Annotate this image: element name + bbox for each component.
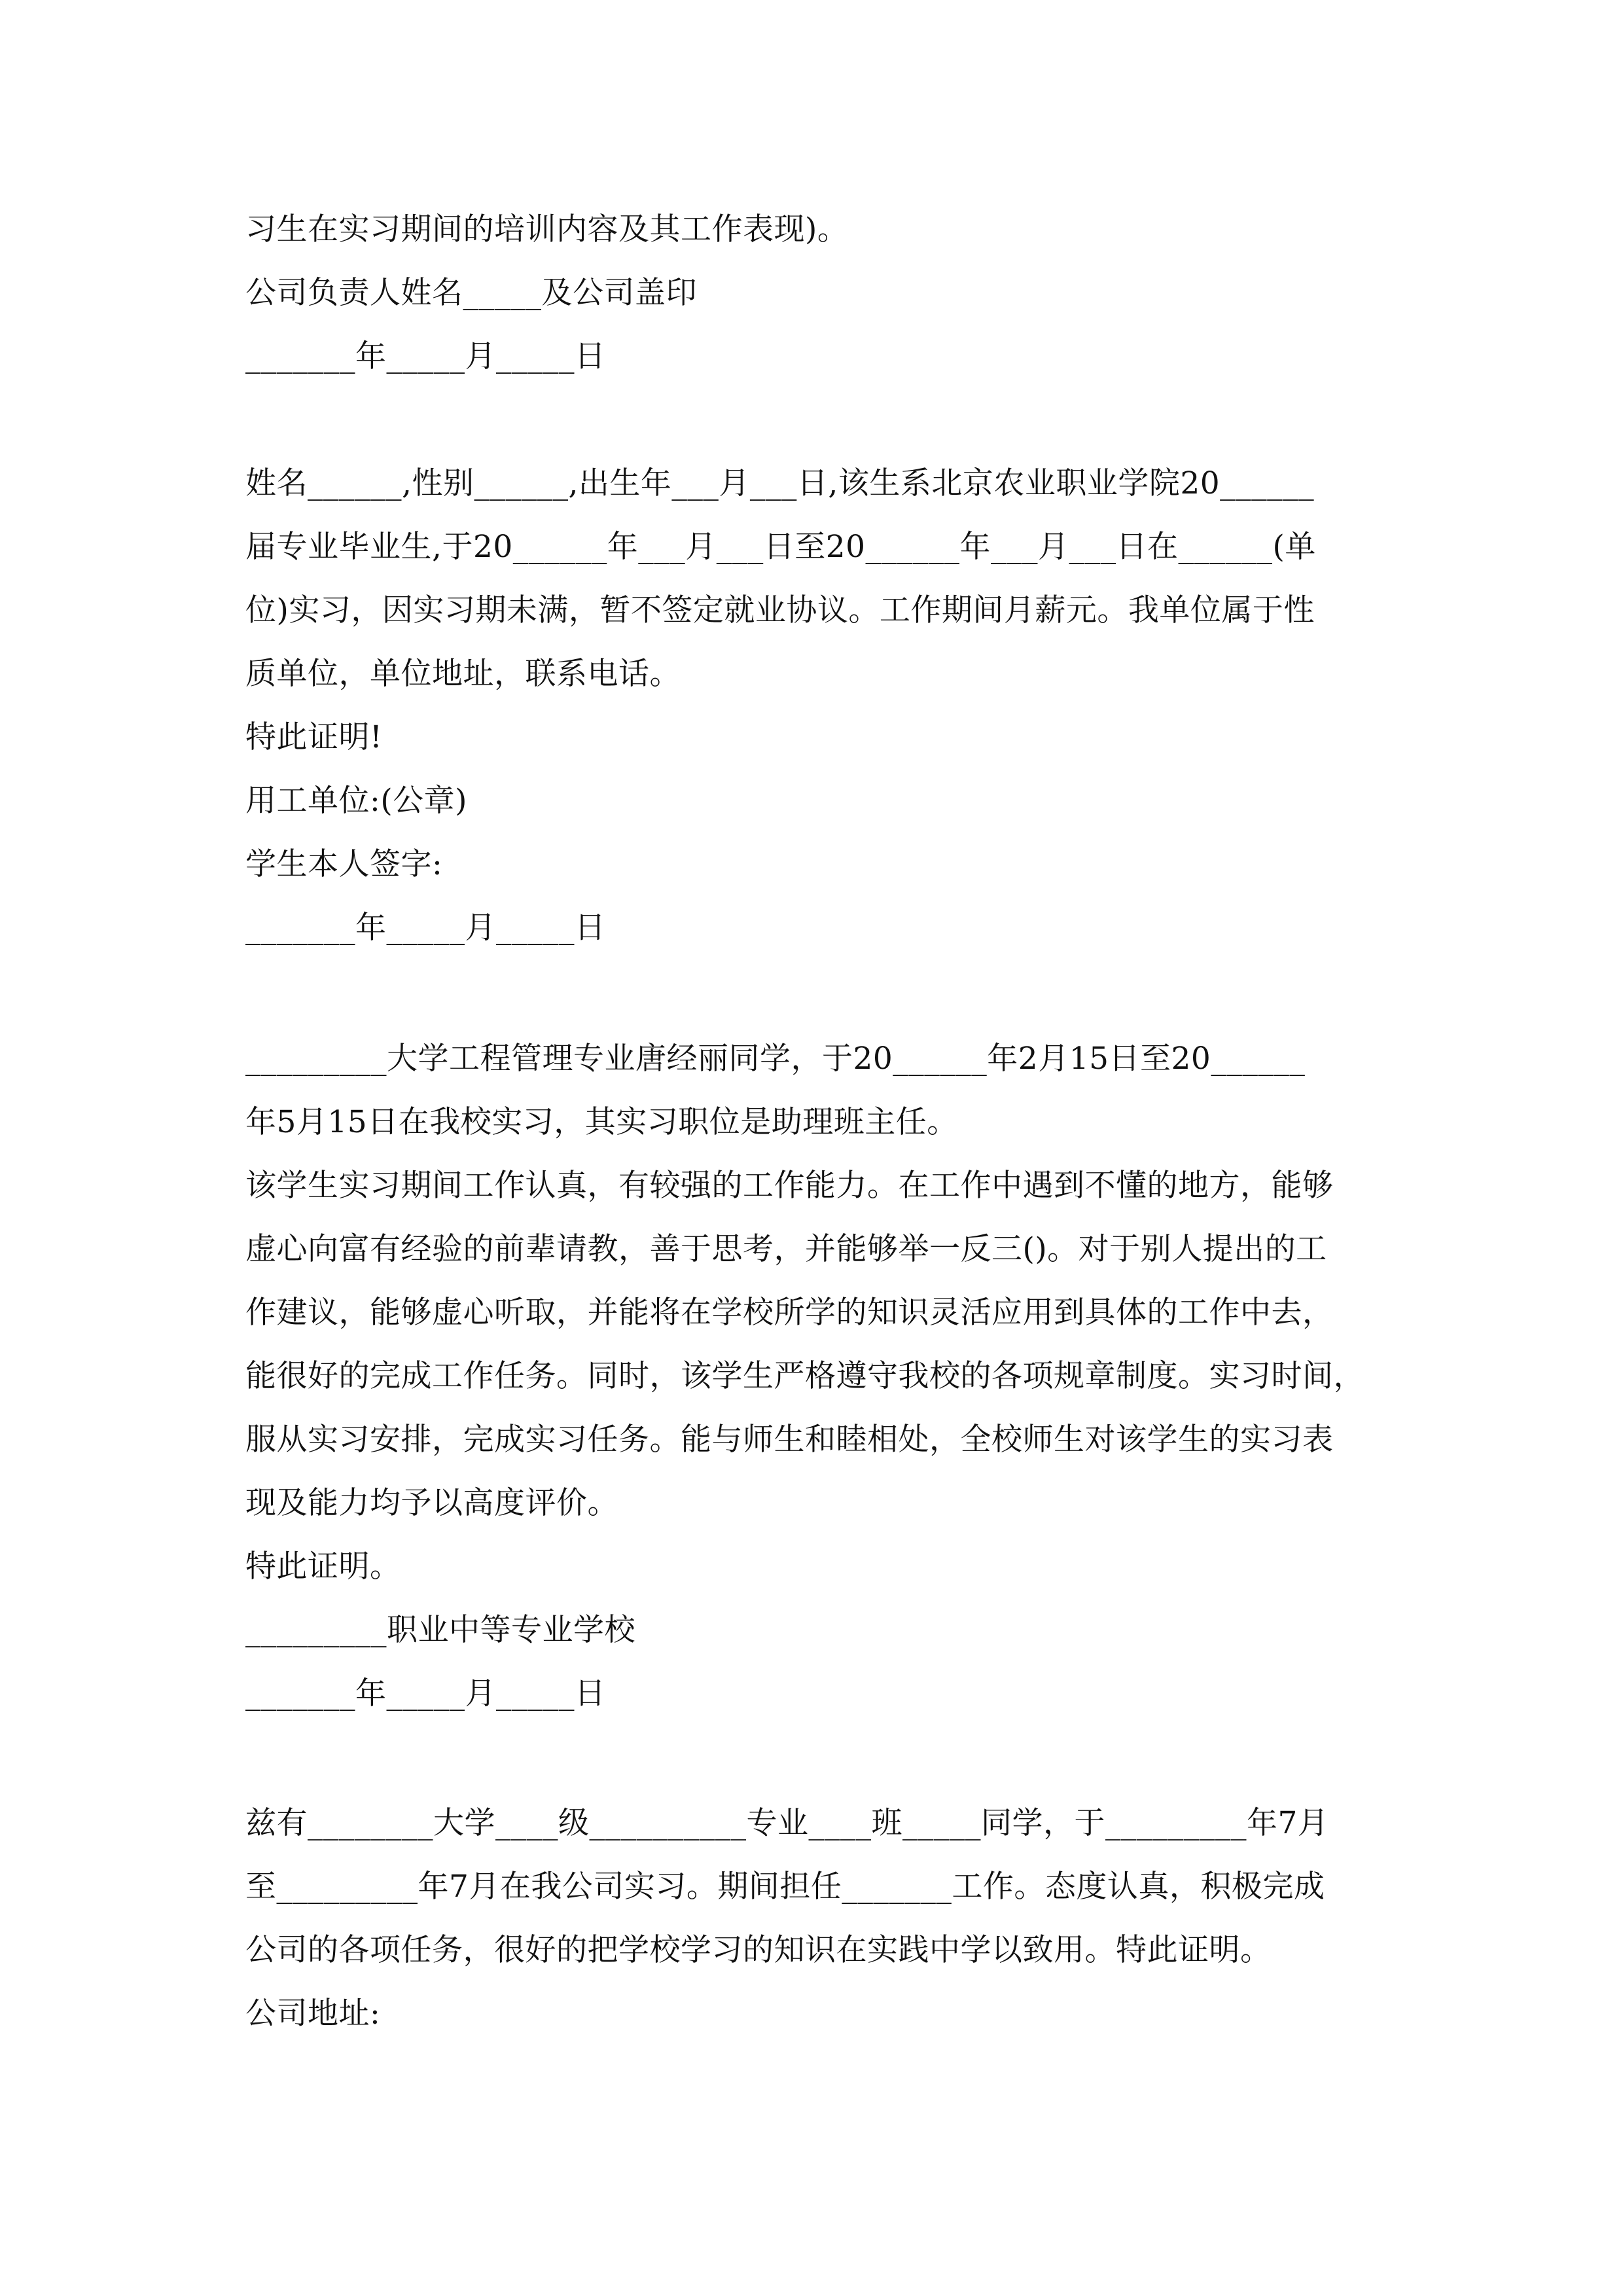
text-line: 特此证明! bbox=[245, 719, 383, 755]
date-line: _______年_____月_____日 bbox=[245, 910, 606, 946]
date-line: _______年_____月_____日 bbox=[245, 1676, 606, 1712]
text-line: 公司地址: bbox=[245, 1996, 381, 2032]
text-line: 学生本人签字: bbox=[245, 846, 443, 882]
text-line: 虚心向富有经验的前辈请教，善于思考，并能够举一反三()。对于别人提出的工 bbox=[245, 1231, 1327, 1267]
text-line: 年5月15日在我校实习，其实习职位是助理班主任。 bbox=[245, 1104, 958, 1140]
text-line: 至_________年7月在我公司实习。期间担任_______工作。态度认真，积极完成 bbox=[245, 1869, 1325, 1905]
text-line: 现及能力均予以高度评价。 bbox=[245, 1485, 618, 1521]
text-line: 作建议，能够虚心听取，并能将在学校所学的知识灵活应用到具体的工作中去， bbox=[245, 1295, 1334, 1331]
text-line: 公司负责人姓名_____及公司盖印 bbox=[245, 275, 697, 311]
text-line: 特此证明。 bbox=[245, 1549, 401, 1585]
text-line: 届专业毕业生,于20______年___月___日至20______年___月___日在______(单 bbox=[245, 529, 1316, 565]
text-line: 习生在实习期间的培训内容及其工作表现)。 bbox=[245, 211, 849, 247]
text-line: 用工单位:(公章) bbox=[245, 783, 468, 819]
text-line: 能很好的完成工作任务。同时，该学生严格遵守我校的各项规章制度。实习时间， bbox=[245, 1358, 1364, 1394]
text-line: 公司的各项任务，很好的把学校学习的知识在实践中学以致用。特此证明。 bbox=[245, 1932, 1272, 1968]
text-line: 兹有________大学____级__________专业____班_____同学，于_________年7月 bbox=[245, 1805, 1329, 1841]
text-line: 质单位，单位地址，联系电话。 bbox=[245, 656, 681, 692]
text-line: _________职业中等专业学校 bbox=[245, 1612, 635, 1648]
text-line: _________大学工程管理专业唐经丽同学，于20______年2月15日至20______ bbox=[245, 1041, 1306, 1077]
text-line: 服从实习安排，完成实习任务。能与师生和睦相处，全校师生对该学生的实习表 bbox=[245, 1422, 1334, 1458]
date-line: _______年_____月_____日 bbox=[245, 338, 606, 374]
text-line: 该学生实习期间工作认真，有较强的工作能力。在工作中遇到不懂的地方，能够 bbox=[245, 1168, 1334, 1204]
text-line: 位)实习，因实习期未满，暂不签定就业协议。工作期间月薪元。我单位属于性 bbox=[245, 592, 1315, 628]
text-line: 姓名______,性别______,出生年___月___日,该生系北京农业职业学院20______ bbox=[245, 465, 1315, 501]
